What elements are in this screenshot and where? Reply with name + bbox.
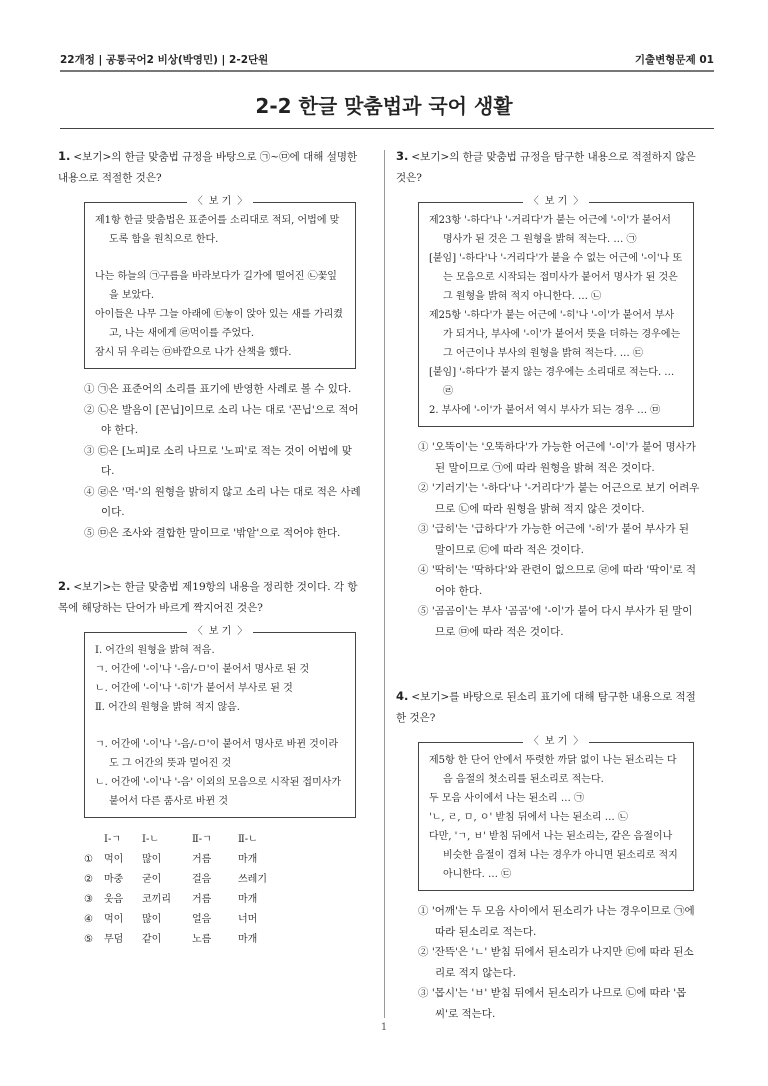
table-cell: 굳이 — [142, 874, 162, 885]
answer-option[interactable]: ② '기러기'는 '-하다'나 '-거리다'가 붙는 어근으로 보기 어려우므로 ㉡에 따라 원형을 밝혀 적지 않은 것이다. — [418, 482, 700, 515]
example-box-label: 〈 보 기 〉 — [85, 195, 355, 209]
question-2-example-box — [84, 626, 356, 818]
option-marker: ④ — [84, 914, 93, 925]
box-line: 'ㄴ, ㄹ, ㅁ, ㅇ' 받침 뒤에서 나는 된소리 … ㉡ — [429, 812, 628, 823]
table-header-cell — [84, 830, 104, 850]
option-marker: ① — [84, 854, 93, 865]
question-1-stem — [58, 146, 362, 188]
page-title: 2-2 한글 맞춤법과 국어 생활 — [255, 94, 513, 118]
option-marker: ② — [84, 874, 93, 885]
question-3-text: <보기>의 한글 맞춤법 규정을 탐구한 내용으로 적절하지 않은 것은? — [396, 151, 696, 184]
box-line: 두 모음 사이에서 나는 된소리 … ㉠ — [429, 793, 584, 804]
question-3-example-box — [418, 196, 694, 427]
answer-option[interactable]: ⑤ '곰곰이'는 부사 '곰곰'에 '-이'가 붙어 다시 부사가 된 말이므로 ㉤에 따라 적은 것이다. — [418, 605, 693, 638]
box-line: 제1항 한글 맞춤법은 표준어를 소리대로 적되, 어법에 맞도록 함을 원칙으로 한다. — [95, 215, 340, 245]
option-marker: ③ — [84, 894, 93, 905]
table-cell: 너머 — [238, 914, 258, 925]
box-spacer — [95, 717, 345, 735]
answer-option[interactable]: ③ '몹시'는 'ㅂ' 받침 뒤에서 된소리가 나므로 ㉡에 따라 '몹씨'로 적는다. — [418, 987, 687, 1020]
box-line: ㄱ. 어간에 '-이'나 '-음/-ㅁ'이 붙어서 명사로 된 것 — [95, 664, 310, 675]
table-cell: 웃음 — [104, 894, 124, 905]
answer-option[interactable]: ④ ㉣은 '먹-'의 원형을 밝히지 않고 소리 나는 대로 적은 사례이다. — [84, 485, 361, 518]
header-worksheet-label: 기출변형문제 01 — [634, 54, 714, 66]
question-2-number: 2. — [58, 579, 71, 593]
question-4-stem — [396, 686, 700, 728]
box-line: 아이들은 나무 그늘 아래에 ㉢놓이 앉아 있는 새를 가리켰고, 나는 새에게 ㉣먹이를 주었다. — [95, 309, 343, 339]
question-2 — [58, 576, 362, 950]
question-4-text: <보기>를 바탕으로 된소리 표기에 대해 탐구한 내용으로 적절한 것은? — [396, 691, 696, 724]
table-cell: 같이 — [142, 934, 162, 945]
question-2-text: <보기>는 한글 맞춤법 제19항의 내용을 정리한 것이다. 각 항목에 해당하는 단어가 바르게 짝지어진 것은? — [58, 581, 358, 614]
box-line: [붙임] '-하다'나 '-거리다'가 붙을 수 없는 어근에 '-이'나 또는 모음으로 시작되는 접미사가 붙어서 명사가 된 것은 그 원형을 밝혀 적지 아니한다. … ㉡ — [429, 253, 683, 302]
column-divider — [384, 150, 385, 1018]
question-4-example-box — [418, 736, 694, 891]
header-course-info: 22개정 | 공통국어2 비상(박영민) | 2-2단원 — [60, 54, 269, 66]
question-1 — [58, 146, 362, 543]
example-box-label: 〈 보 기 〉 — [419, 195, 693, 209]
table-row[interactable] — [84, 870, 284, 890]
question-2-stem — [58, 576, 362, 618]
answer-option[interactable]: ② '잔뜩'은 'ㄴ' 받침 뒤에서 된소리가 나지만 ㉢에 따라 된소리로 적지 않는다. — [418, 946, 694, 979]
right-column — [396, 146, 700, 1020]
box-line: ㄱ. 어간에 '-이'나 '-음/-ㅁ'이 붙어서 명사로 바뀐 것이라도 그 어간의 뜻과 멀어진 것 — [95, 739, 339, 769]
option-marker: ⑤ — [84, 934, 93, 945]
answer-option[interactable]: ① ㉠은 표준어의 소리를 표기에 반영한 사례로 볼 수 있다. — [84, 383, 352, 395]
table-header-row — [84, 830, 284, 850]
box-line: 제5항 한 단어 안에서 뚜렷한 까닭 없이 나는 된소리는 다음 음절의 첫소리를 된소리로 적는다. — [429, 755, 677, 785]
table-cell: 많이 — [142, 914, 162, 925]
box-line: ㄴ. 어간에 '-이'나 '-히'가 붙어서 부사로 된 것 — [95, 683, 293, 694]
table-cell: 얼음 — [192, 914, 212, 925]
question-1-text: <보기>의 한글 맞춤법 규정을 바탕으로 ㉠~㉤에 대해 설명한 내용으로 적절한 것은? — [58, 151, 358, 184]
table-cell: 코끼리 — [142, 894, 171, 905]
table-cell: 마개 — [238, 854, 258, 865]
table-row[interactable] — [84, 930, 284, 950]
box-line: 제25항 '-하다'가 붙는 어근에 '-히'나 '-이'가 붙어서 부사가 되거나, 부사에 '-이'가 붙어서 뜻을 더하는 경우에는 그 어근이나 부사의 원형을 밝혀 적는다. … ㉢ — [429, 310, 681, 359]
answer-option[interactable]: ① '어깨'는 두 모음 사이에서 된소리가 나는 경우이므로 ㉠에 따라 된소리로 적는다. — [418, 905, 695, 938]
box-line: 다만, 'ㄱ, ㅂ' 받침 뒤에서 나는 된소리는, 같은 음절이나 비슷한 음절이 겹쳐 나는 경우가 아니면 된소리로 적지 아니한다. … ㉢ — [429, 831, 678, 880]
table-cell: 걸음 — [192, 874, 212, 885]
box-line: [붙임] '-하다'가 붙지 않는 경우에는 소리대로 적는다. … ㉣ — [429, 367, 675, 397]
answer-option[interactable]: ③ '급히'는 '급하다'가 가능한 어근에 '-히'가 붙어 부사가 된 말이므로 ㉢에 따라 적은 것이다. — [418, 523, 690, 556]
question-1-options — [84, 379, 362, 543]
answer-option[interactable]: ② ㉡은 발음이 [꼰닙]이므로 소리 나는 대로 '꼰닙'으로 적어야 한다. — [84, 403, 359, 436]
question-1-number: 1. — [58, 149, 71, 163]
question-3-number: 3. — [396, 149, 409, 163]
table-header-cell: Ⅰ-ㄴ — [142, 834, 159, 845]
answer-option[interactable]: ③ ㉢은 [노피]로 소리 나므로 '노피'로 적는 것이 어법에 맞다. — [84, 444, 352, 477]
answer-option[interactable]: ① '오뚝이'는 '오뚝하다'가 가능한 어근에 '-이'가 붙어 명사가 된 말이므로 ㉠에 따라 원형을 밝혀 적은 것이다. — [418, 441, 696, 474]
box-line: Ⅱ. 어간의 원형을 밝혀 적지 않음. — [95, 702, 240, 713]
left-column — [58, 146, 362, 945]
example-box-label: 〈 보 기 〉 — [85, 625, 355, 639]
answer-option[interactable]: ④ '딱히'는 '딱하다'와 관련이 없으므로 ㉣에 따라 '딱이'로 적어야 한다. — [418, 564, 697, 597]
answer-option[interactable]: ⑤ ㉤은 조사와 결합한 말이므로 '밖앝'으로 적어야 한다. — [84, 526, 341, 539]
table-header-cell: Ⅰ-ㄱ — [104, 834, 121, 845]
box-spacer — [95, 249, 345, 267]
question-1-example-box — [84, 196, 356, 369]
box-line: 제23항 '-하다'나 '-거리다'가 붙는 어근에 '-이'가 붙어서 명사가 된 것은 그 원형을 밝혀 적는다. … ㉠ — [429, 215, 671, 245]
table-header-cell: Ⅱ-ㄴ — [238, 834, 258, 845]
table-cell: 무덤 — [104, 934, 124, 945]
question-4-options — [418, 901, 700, 1024]
table-cell: 마개 — [238, 894, 258, 905]
example-box-label: 〈 보 기 〉 — [419, 735, 693, 749]
question-3-stem — [396, 146, 700, 188]
question-2-answer-table — [84, 830, 284, 950]
question-4 — [396, 686, 700, 1024]
table-cell: 쓰레기 — [238, 874, 267, 885]
box-line: ㄴ. 어간에 '-이'나 '-음' 이외의 모음으로 시작된 접미사가 붙어서 다른 품사로 바뀐 것 — [95, 777, 342, 807]
question-3-options — [418, 437, 700, 642]
table-header-cell: Ⅱ-ㄱ — [192, 834, 212, 845]
table-cell: 먹이 — [104, 914, 124, 925]
table-cell: 거름 — [192, 854, 212, 865]
header-divider — [60, 70, 714, 72]
question-4-number: 4. — [396, 689, 409, 703]
page-number: 1 — [380, 1022, 388, 1033]
table-row[interactable] — [84, 890, 284, 910]
table-cell: 많이 — [142, 854, 162, 865]
table-row[interactable] — [84, 850, 284, 870]
title-divider — [60, 128, 714, 129]
table-cell: 거름 — [192, 894, 212, 905]
table-cell: 마개 — [238, 934, 258, 945]
box-line: 2. 부사에 '-이'가 붙어서 역시 부사가 되는 경우 … ㉤ — [429, 405, 661, 416]
box-line: 잠시 뒤 우리는 ㉤바깥으로 나가 산책을 했다. — [95, 347, 292, 358]
box-line: Ⅰ. 어간의 원형을 밝혀 적음. — [95, 645, 215, 656]
table-cell: 마중 — [104, 874, 124, 885]
table-cell: 먹이 — [104, 854, 124, 865]
question-3 — [396, 146, 700, 642]
box-line: 나는 하늘의 ㉠구름을 바라보다가 길가에 떨어진 ㉡꽃잎을 보았다. — [95, 271, 337, 301]
table-row[interactable] — [84, 910, 284, 930]
table-cell: 노름 — [192, 934, 212, 945]
